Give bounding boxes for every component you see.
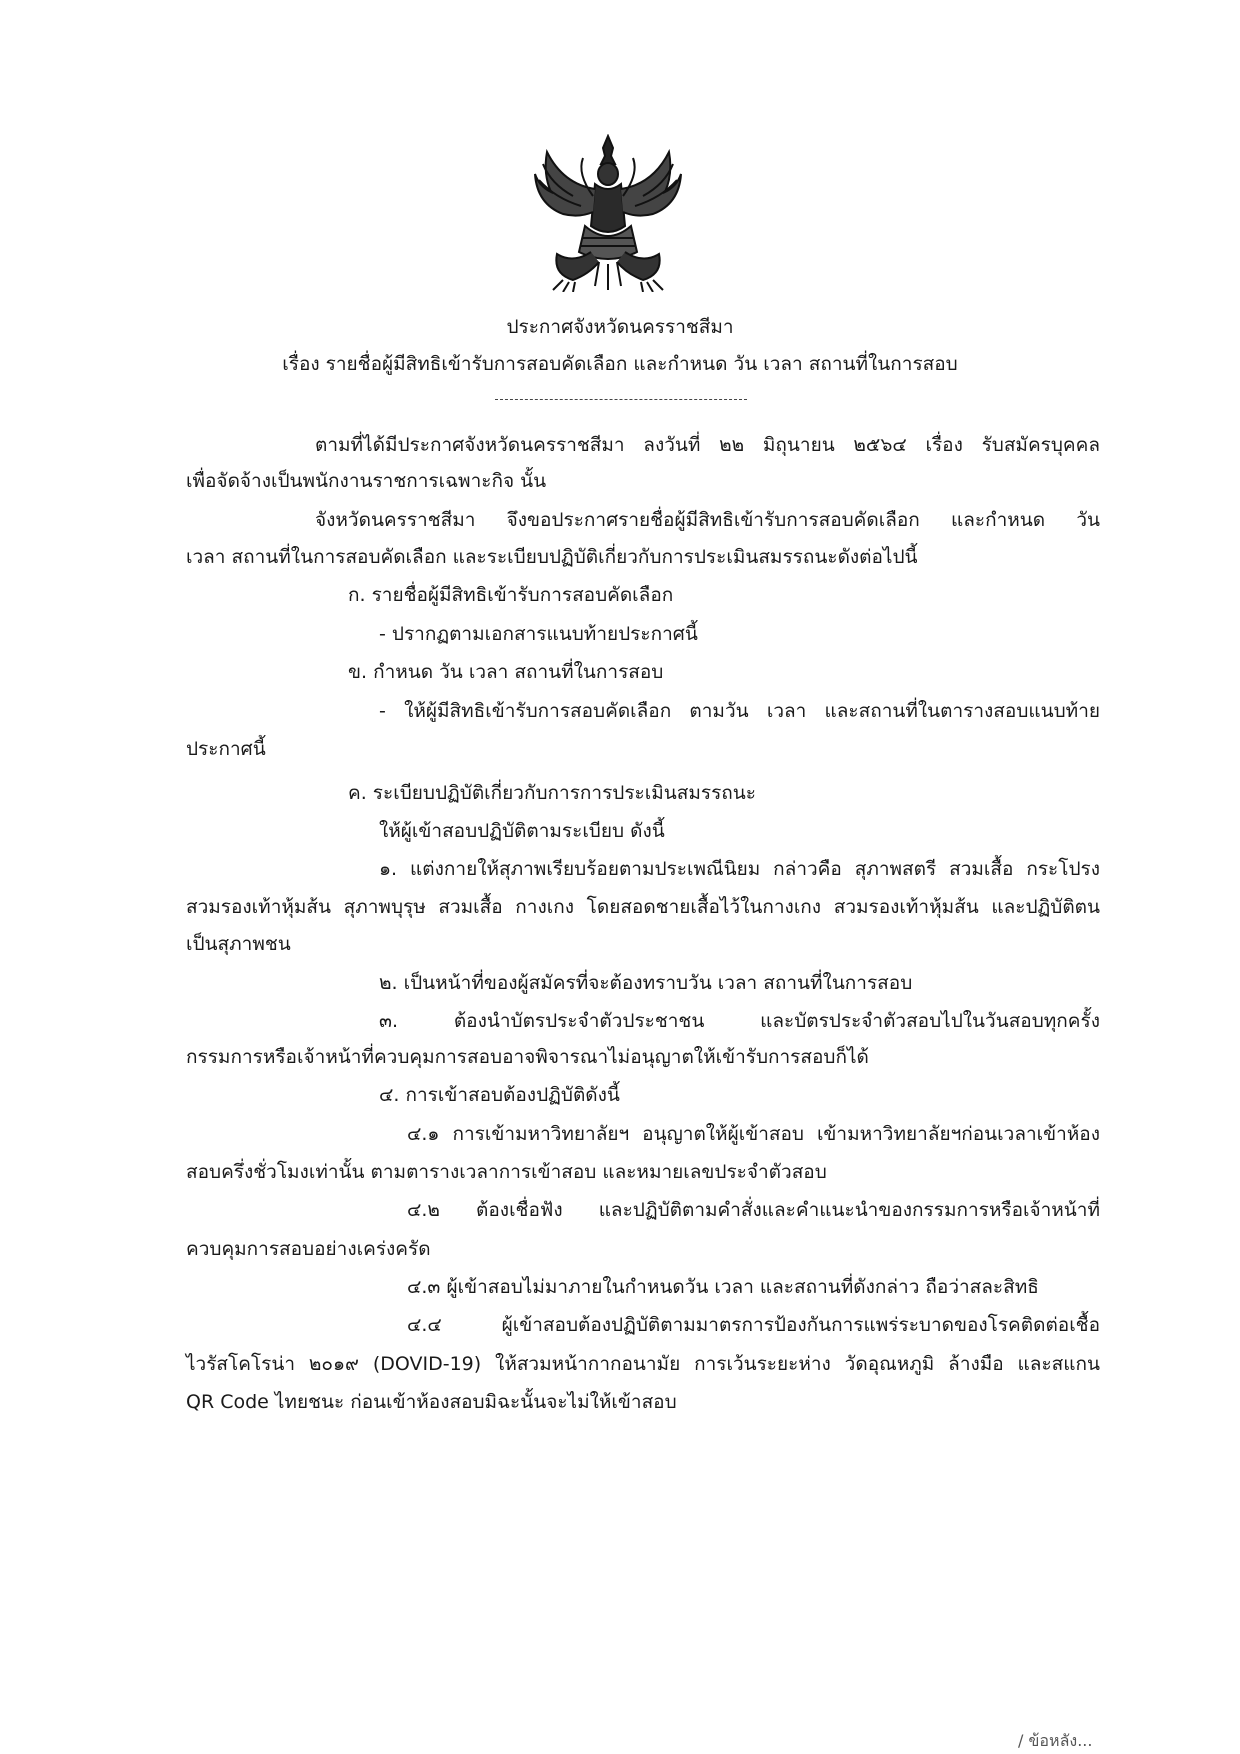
rule-1-line-1: ๑. แต่งกายให้สุภาพเรียบร้อยตามประเพณีนิยม กล่าวคือ สุภาพสตรี สวมเสื้อ กระโปรง — [379, 858, 1100, 880]
section-b-item-line-1: - ให้ผู้มีสิทธิเข้ารับการสอบคัดเลือก ตามวัน เวลา และสถานที่ในตารางสอบแนบท้าย — [379, 700, 1100, 722]
intro2-paragraph-line-1: จังหวัดนครราชสีมา จึงขอประกาศรายชื่อผู้มีสิทธิเข้ารับการสอบคัดเลือก และกำหนด วัน — [315, 509, 1100, 531]
rule-4-2-line-2: ควบคุมการสอบอย่างเคร่งครัด — [186, 1238, 431, 1260]
rule-4-4-line-1: ๔.๔ ผู้เข้าสอบต้องปฏิบัติตามมาตรการป้องกันการแพร่ระบาดของโรคติดต่อเชื้อ — [407, 1314, 1100, 1336]
rule-4-4-line-3: QR Code ไทยชนะ ก่อนเข้าห้องสอบมิฉะนั้นจะไม่ให้เข้าสอบ — [186, 1391, 677, 1413]
intro2-paragraph-line-2: เวลา สถานที่ในการสอบคัดเลือก และระเบียบปฏิบัติเกี่ยวกับการประเมินสมรรถนะดังต่อไปนี้ — [186, 546, 918, 568]
intro-paragraph-line-1: ตามที่ได้มีประกาศจังหวัดนครราชสีมา ลงวันที่ ๒๒ มิถุนายน ๒๕๖๔ เรื่อง รับสมัครบุคคล — [315, 434, 1100, 456]
garuda-emblem-icon — [533, 134, 683, 292]
intro-paragraph-line-2: เพื่อจัดจ้างเป็นพนักงานราชการเฉพาะกิจ นั้น — [186, 470, 547, 492]
rule-3-line-1: ๓. ต้องนำบัตรประจำตัวประชาชน และบัตรประจำตัวสอบไปในวันสอบทุกครั้ง — [379, 1010, 1100, 1032]
rule-4-1-line-2: สอบครึ่งชั่วโมงเท่านั้น ตามตารางเวลาการเข้าสอบ และหมายเลขประจำตัวสอบ — [186, 1161, 827, 1183]
rule-1-line-2: สวมรองเท้าหุ้มส้น สุภาพบุรุษ สวมเสื้อ กางเกง โดยสอดชายเสื้อไว้ในกางเกง สวมรองเท้าหุ้มส้น และปฏิบัติตน — [186, 896, 1100, 918]
section-a-heading: ก. รายชื่อผู้มีสิทธิเข้ารับการสอบคัดเลือก — [348, 584, 674, 606]
rule-3-line-2: กรรมการหรือเจ้าหน้าที่ควบคุมการสอบอาจพิจารณาไม่อนุญาตให้เข้ารับการสอบก็ได้ — [186, 1046, 869, 1068]
section-b-heading: ข. กำหนด วัน เวลา สถานที่ในการสอบ — [348, 661, 664, 683]
page-continuation: / ข้อหลัง... — [1018, 1731, 1093, 1750]
section-a-item: - ปรากฏตามเอกสารแนบท้ายประกาศนี้ — [379, 623, 698, 645]
rule-4-4-line-2: ไวรัสโคโรน่า ๒๐๑๙ (DOVID-19) ให้สวมหน้ากากอนามัย การเว้นระยะห่าง วัดอุณหภูมิ ล้างมือ และสแกน — [186, 1353, 1100, 1375]
rule-4-3: ๔.๓ ผู้เข้าสอบไม่มาภายในกำหนดวัน เวลา และสถานที่ดังกล่าว ถือว่าสละสิทธิ — [407, 1276, 1039, 1298]
section-c-subheading: ให้ผู้เข้าสอบปฏิบัติตามระเบียบ ดังนี้ — [379, 820, 665, 842]
rule-4-1-line-1: ๔.๑ การเข้ามหาวิทยาลัยฯ อนุญาตให้ผู้เข้าสอบ เข้ามหาวิทยาลัยฯก่อนเวลาเข้าห้อง — [407, 1123, 1100, 1145]
announcement-subject: เรื่อง รายชื่อผู้มีสิทธิเข้ารับการสอบคัดเลือก และกำหนด วัน เวลา สถานที่ในการสอบ — [282, 353, 958, 375]
rule-1-line-3: เป็นสุภาพชน — [186, 933, 291, 955]
rule-4: ๔. การเข้าสอบต้องปฏิบัติดังนี้ — [379, 1084, 620, 1106]
section-b-item-line-2: ประกาศนี้ — [186, 738, 266, 760]
announcement-title: ประกาศจังหวัดนครราชสีมา — [506, 316, 734, 338]
rule-4-2-line-1: ๔.๒ ต้องเชื่อฟัง และปฏิบัติตามคำสั่งและคำแนะนำของกรรมการหรือเจ้าหน้าที่ — [407, 1199, 1100, 1221]
title-divider — [495, 399, 747, 400]
rule-2: ๒. เป็นหน้าที่ของผู้สมัครที่จะต้องทราบวัน เวลา สถานที่ในการสอบ — [379, 972, 913, 994]
section-c-heading: ค. ระเบียบปฏิบัติเกี่ยวกับการการประเมินสมรรถนะ — [348, 782, 756, 804]
